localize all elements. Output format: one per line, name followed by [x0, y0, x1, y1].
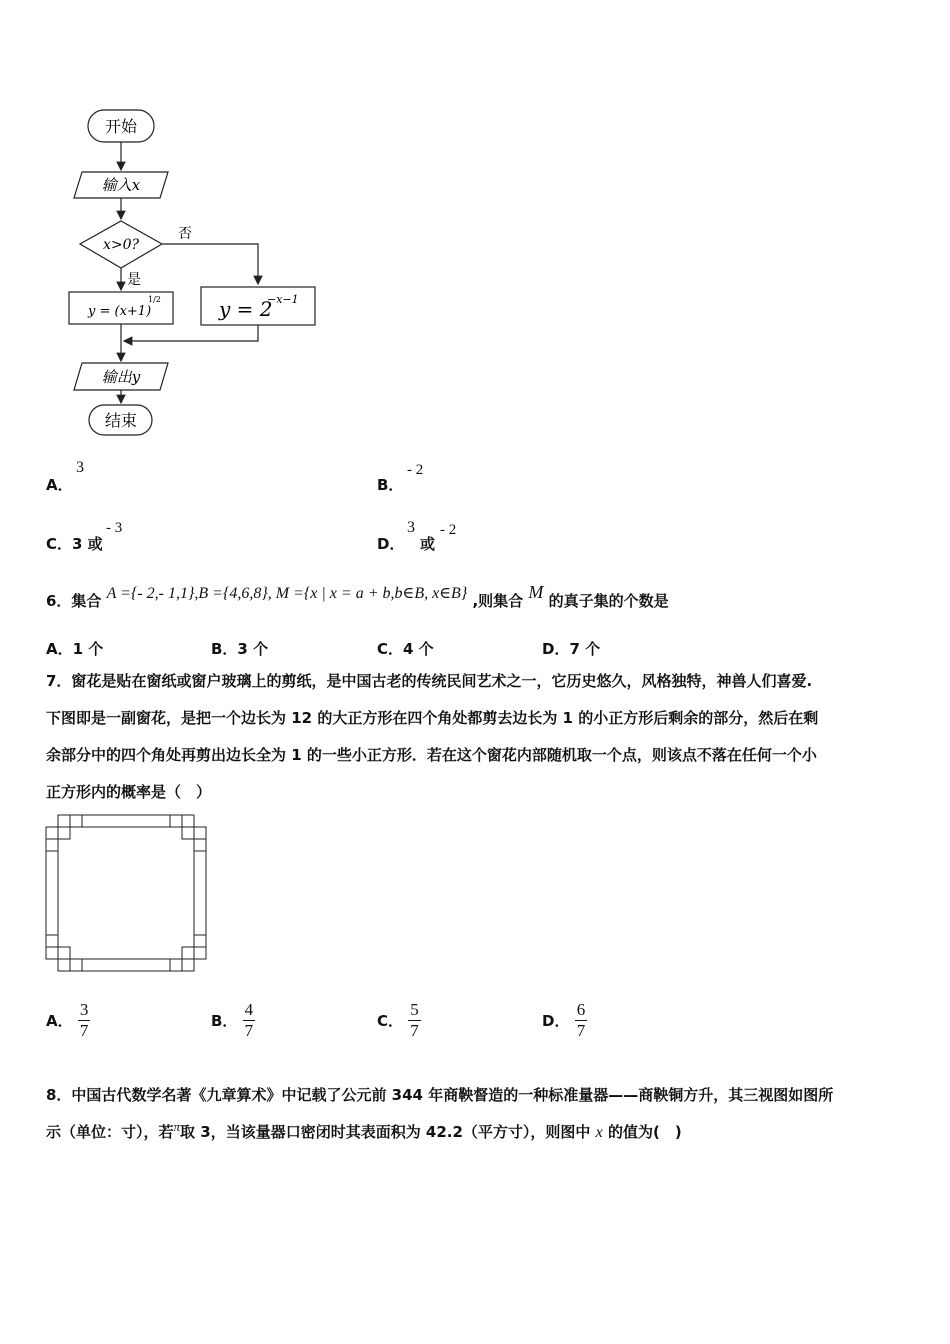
q6-suffix: 的真子集的个数是 — [548, 592, 669, 610]
q5-option-d-mid: 或 — [420, 535, 436, 553]
q7-line-4: 正方形内的概率是（ ） — [46, 783, 212, 801]
q7-option-c-fraction — [408, 1000, 421, 1041]
q6-mid: ,则集合 — [472, 592, 524, 610]
q8-x: x — [595, 1124, 603, 1141]
output-label: 输出y — [101, 368, 141, 386]
q7-option-a-label: A． — [46, 1012, 73, 1030]
q7-option-d-num: 6 — [576, 1000, 586, 1019]
question-8 — [46, 1077, 916, 1151]
q7-option-d-label: D． — [542, 1012, 570, 1030]
q7-option-b-num: 4 — [244, 1000, 254, 1019]
q5-option-d-value-2: - 2 — [440, 522, 457, 538]
q7-option-d — [542, 1000, 587, 1041]
q7-option-c — [377, 1000, 421, 1041]
q5-option-b-value: - 2 — [407, 462, 424, 478]
q5-option-b — [377, 474, 403, 495]
q6-option-a: A．1 个 — [46, 640, 104, 658]
q5-option-b-label: B． — [377, 476, 404, 494]
q8-pi: π — [173, 1119, 181, 1134]
q7-option-b — [211, 1000, 255, 1041]
q5-option-c-value: - 3 — [106, 520, 123, 536]
start-label: 开始 — [104, 117, 138, 136]
q7-option-d-fraction — [575, 1000, 588, 1041]
process-yes-formula: y = (x+1) — [88, 304, 152, 319]
q6-option-d: D．7 个 — [542, 640, 601, 658]
q6-set-definition: A ={- 2,- 1,1},B ={4,6,8}, M ={x | x = a + b,b∈B, x∈B} — [106, 585, 468, 602]
q8-line-2c: 的值为( ) — [608, 1123, 682, 1141]
q5-option-a-label: A． — [46, 476, 73, 494]
q7-line-2: 下图即是一副窗花，是把一个边长为 12 的大正方形在四个角处都剪去边长为 1 的小正方形后剩余的部分，然后在剩 — [46, 709, 819, 727]
flowchart — [0, 0, 340, 450]
q7-option-c-num: 5 — [410, 1000, 419, 1019]
q7-option-c-label: C． — [377, 1012, 404, 1030]
q8-line-2a: 示（单位：寸），若 — [46, 1123, 174, 1141]
question-6 — [46, 582, 669, 620]
q7-option-a-den: 7 — [79, 1021, 89, 1040]
yes-branch-label: 是 — [127, 272, 141, 288]
q5-option-a — [46, 474, 73, 495]
q5-option-a-value: 3 — [76, 459, 84, 476]
q6-option-b: B．3 个 — [211, 640, 269, 658]
q7-option-b-fraction — [243, 1000, 256, 1041]
q5-option-d-label: D． — [377, 535, 405, 553]
q8-line-1: 8．中国古代数学名著《九章算术》中记载了公元前 344 年商鞅督造的一种标准量器——商鞅铜方升，其三视图如图所 — [46, 1086, 834, 1104]
input-label: 输入x — [101, 176, 141, 194]
q7-option-a — [46, 1000, 90, 1041]
q5-option-d-value-1: 3 — [407, 519, 415, 536]
process-no-exponent: −x−1 — [267, 293, 299, 306]
q7-option-a-num: 3 — [79, 1000, 89, 1019]
q6-option-c: C．4 个 — [377, 640, 434, 658]
q5-option-c-label: C．3 或 — [46, 535, 103, 553]
q6-set-m: M — [528, 582, 544, 602]
end-label: 结束 — [104, 411, 138, 430]
question-7 — [46, 663, 916, 811]
decision-label: x>0? — [102, 237, 140, 253]
process-no-formula: y = 2 — [219, 297, 273, 321]
q7-option-d-den: 7 — [576, 1021, 586, 1040]
q7-line-3: 余部分中的四个角处再剪出边长全为 1 的一些小正方形．若在这个窗花内部随机取一个点，则该点不落在任何一个小 — [46, 746, 817, 764]
no-branch-label: 否 — [178, 226, 192, 242]
q7-option-c-den: 7 — [410, 1021, 419, 1040]
q7-option-b-den: 7 — [244, 1021, 254, 1040]
q8-line-2b: 取 3，当该量器口密闭时其表面积为 42.2（平方寸），则图中 — [180, 1123, 591, 1141]
process-yes-exponent: 1/2 — [148, 295, 161, 304]
q7-line-1: 7．窗花是贴在窗纸或窗户玻璃上的剪纸，是中国古老的传统民间艺术之一，它历史悠久，风格独特，神兽人们喜爱. — [46, 672, 813, 690]
q7-option-b-label: B． — [211, 1012, 238, 1030]
q7-option-a-fraction — [78, 1000, 91, 1041]
q6-prefix: 6．集合 — [46, 592, 102, 610]
q8-line-2 — [46, 1114, 916, 1151]
window-flower-figure — [44, 813, 208, 973]
